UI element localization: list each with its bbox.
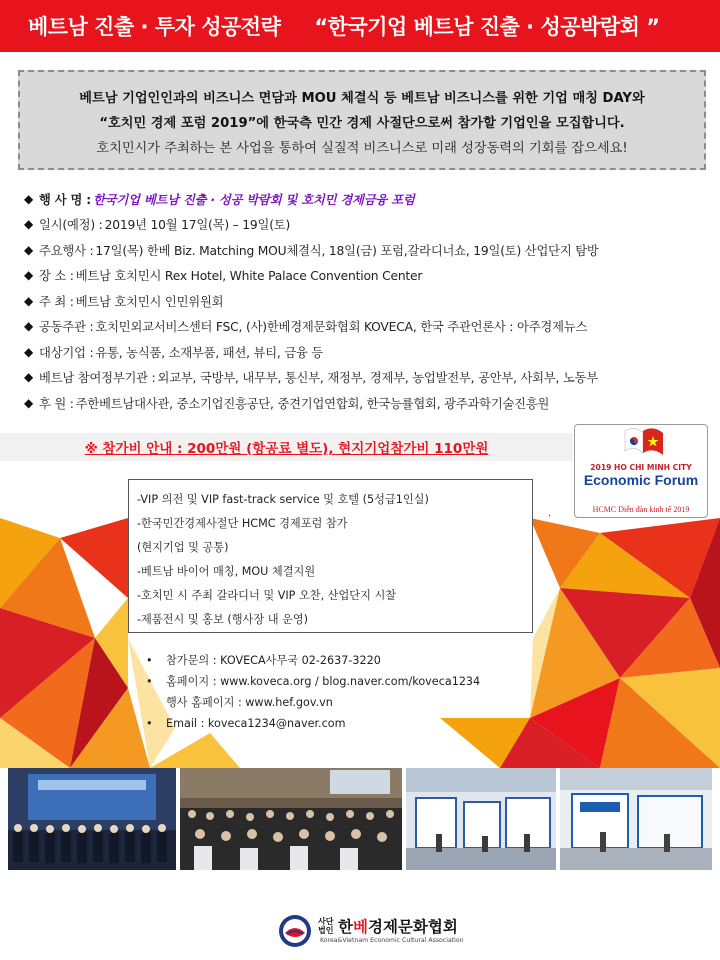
photo-exhibition-hall — [406, 768, 556, 870]
info-row-gov-agencies — [24, 365, 714, 391]
diamond-bullet-icon: ◆ — [24, 344, 34, 359]
intro-box — [18, 70, 706, 170]
info-row-host — [24, 288, 714, 314]
diamond-bullet-icon: ◆ — [24, 319, 34, 334]
diamond-bullet-icon: ◆ — [24, 268, 34, 283]
contact-event-site — [146, 692, 566, 713]
info-label: 공동주관 : — [39, 320, 94, 335]
diamond-bullet-icon: ◆ — [24, 242, 34, 257]
org-name — [338, 915, 458, 937]
photo-exhibition-booth — [560, 768, 712, 870]
info-value: 2019년 10월 17일(목) – 19일(토) — [104, 218, 291, 233]
benefit-item: -베트남 바이어 매칭, MOU 체결지원 — [137, 565, 316, 578]
benefit-item: -한국민간경제사절단 HCMC 경제포럼 참가 — [137, 517, 348, 530]
korea-vietnam-flags-icon — [619, 427, 669, 461]
info-row-event-name — [24, 186, 714, 212]
benefit-item: (현지기업 및 공통) — [137, 541, 229, 554]
intro-line1: 베트남 기업인인과의 비즈니스 면담과 MOU 체결식 등 베트남 비즈니스를 위한 기업 매칭 DAY와 — [79, 91, 645, 106]
info-value: 유통, 농식품, 소재부품, 패션, 뷰티, 금융 등 — [95, 345, 324, 360]
info-value: 외교부, 국방부, 내무부, 통신부, 재정부, 경제부, 농업발전부, 공안부, 사회부, 노동부 — [157, 371, 598, 386]
info-row-venue — [24, 263, 714, 289]
diamond-bullet-icon: ◆ — [24, 191, 34, 206]
forum-subtitle: HCMC Diễn đàn kinh tế 2019 — [592, 505, 690, 514]
koveca-emblem-icon — [278, 914, 312, 948]
event-photos — [8, 768, 712, 870]
info-label: 후 원 : — [39, 396, 74, 411]
info-row-main-events — [24, 237, 714, 263]
contact-homepage-link[interactable]: 홈페이지 : www.koveca.org / blog.naver.com/koveca1234 — [166, 675, 481, 688]
diamond-bullet-icon: ◆ — [24, 293, 34, 308]
koveca-logo — [278, 912, 518, 952]
info-row-target — [24, 339, 714, 365]
info-value: 베트남 호치민시 인민위원회 — [75, 294, 224, 309]
info-row-sponsors — [24, 390, 714, 416]
info-label: 주 최 : — [39, 294, 74, 309]
benefit-item: -호치민 시 주최 갈라디너 및 VIP 오찬, 산업단지 시찰 — [137, 589, 397, 602]
stray-dot: . — [548, 508, 552, 519]
intro-line2: “호치민 경제 포럼 2019”에 한국측 민간 경제 사절단으로써 참가할 기업인을 모집합니다. — [99, 116, 625, 131]
diamond-bullet-icon: ◆ — [24, 217, 34, 232]
fee-notice: ※ 참가비 안내 : 200만원 (항공료 별도), 현지기업참가비 110만원 — [0, 433, 573, 461]
economic-forum-logo — [574, 424, 708, 518]
info-value: 주한베트남대사관, 중소기업진흥공단, 중견기업연합회, 한국능률협회, 광주과학기술진흥원 — [75, 396, 550, 411]
forum-name: Economic Forum — [583, 472, 699, 488]
bullet-dot-icon: • — [146, 654, 153, 667]
info-label: 일시(예정) : — [39, 218, 103, 233]
info-label: 행 사 명 : — [39, 192, 92, 207]
contact-email-link[interactable]: Email : koveca1234@naver.com — [166, 717, 346, 730]
info-label: 대상기업 : — [39, 345, 94, 360]
photo-ceremony-stage — [8, 768, 176, 870]
corp-mark: 사단법인 — [318, 917, 334, 935]
info-value: 17일(목) 한베 Biz. Matching MOU체결식, 18일(금) 포럼,갈라디너쇼, 19일(토) 산업단지 탐방 — [95, 243, 599, 258]
diamond-bullet-icon: ◆ — [24, 395, 34, 410]
bullet-dot-icon: • — [146, 717, 153, 730]
info-label: 장 소 : — [39, 269, 74, 284]
info-value: 베트남 호치민시 Rex Hotel, White Palace Convention Center — [75, 269, 423, 284]
org-name-english: Korea&Vietnam Economic Cultural Association — [320, 937, 464, 944]
org-name-han: 한 — [338, 918, 353, 936]
event-name: 한국기업 베트남 진출 · 성공 박람회 및 호치민 경제금융 포럼 — [93, 192, 415, 207]
bullet-dot-icon: • — [146, 675, 153, 688]
contact-inquiry — [146, 650, 566, 671]
info-label: 주요행사 : — [39, 243, 94, 258]
org-name-rest: 경제문화협회 — [367, 918, 458, 936]
photo-forum-audience — [180, 768, 402, 870]
contact-event-site-link[interactable]: 행사 홈페이지 : www.hef.gov.vn — [166, 696, 333, 709]
info-label: 베트남 참여정부기관 : — [39, 371, 156, 386]
contact-inquiry-text: 참가문의 : KOVECA사무국 02-2637-3220 — [166, 654, 381, 667]
header-banner — [0, 0, 720, 52]
contact-list — [146, 650, 566, 734]
benefit-item: -제품전시 및 홍보 (행사장 내 운영) — [137, 613, 309, 626]
benefits-box — [128, 479, 533, 633]
header-title-part2: “한국기업 베트남 진출 · 성공박람회 ” — [314, 15, 660, 39]
event-info-list — [24, 186, 714, 416]
benefit-item: -VIP 의전 및 VIP fast-track service 및 호텔 (5성급1인실) — [137, 493, 429, 506]
contact-email — [146, 713, 566, 734]
intro-line3: 호치민시가 주최하는 본 사업을 통하여 실질적 비즈니스로 미래 성장동력의 기회를 잡으세요! — [96, 141, 628, 156]
info-row-co-organizers — [24, 314, 714, 340]
info-row-date — [24, 212, 714, 238]
diamond-bullet-icon: ◆ — [24, 370, 34, 385]
contact-homepage — [146, 671, 566, 692]
header-title-part1: 베트남 진출 · 투자 성공전략 — [28, 15, 281, 39]
info-value: 호치민외교서비스센터 FSC, (사)한베경제문화협회 KOVECA, 한국 주관언론사 : 아주경제뉴스 — [95, 320, 588, 335]
forum-year: 2019 HO CHI MINH CITY — [590, 463, 692, 472]
org-name-be: 베 — [352, 918, 368, 936]
